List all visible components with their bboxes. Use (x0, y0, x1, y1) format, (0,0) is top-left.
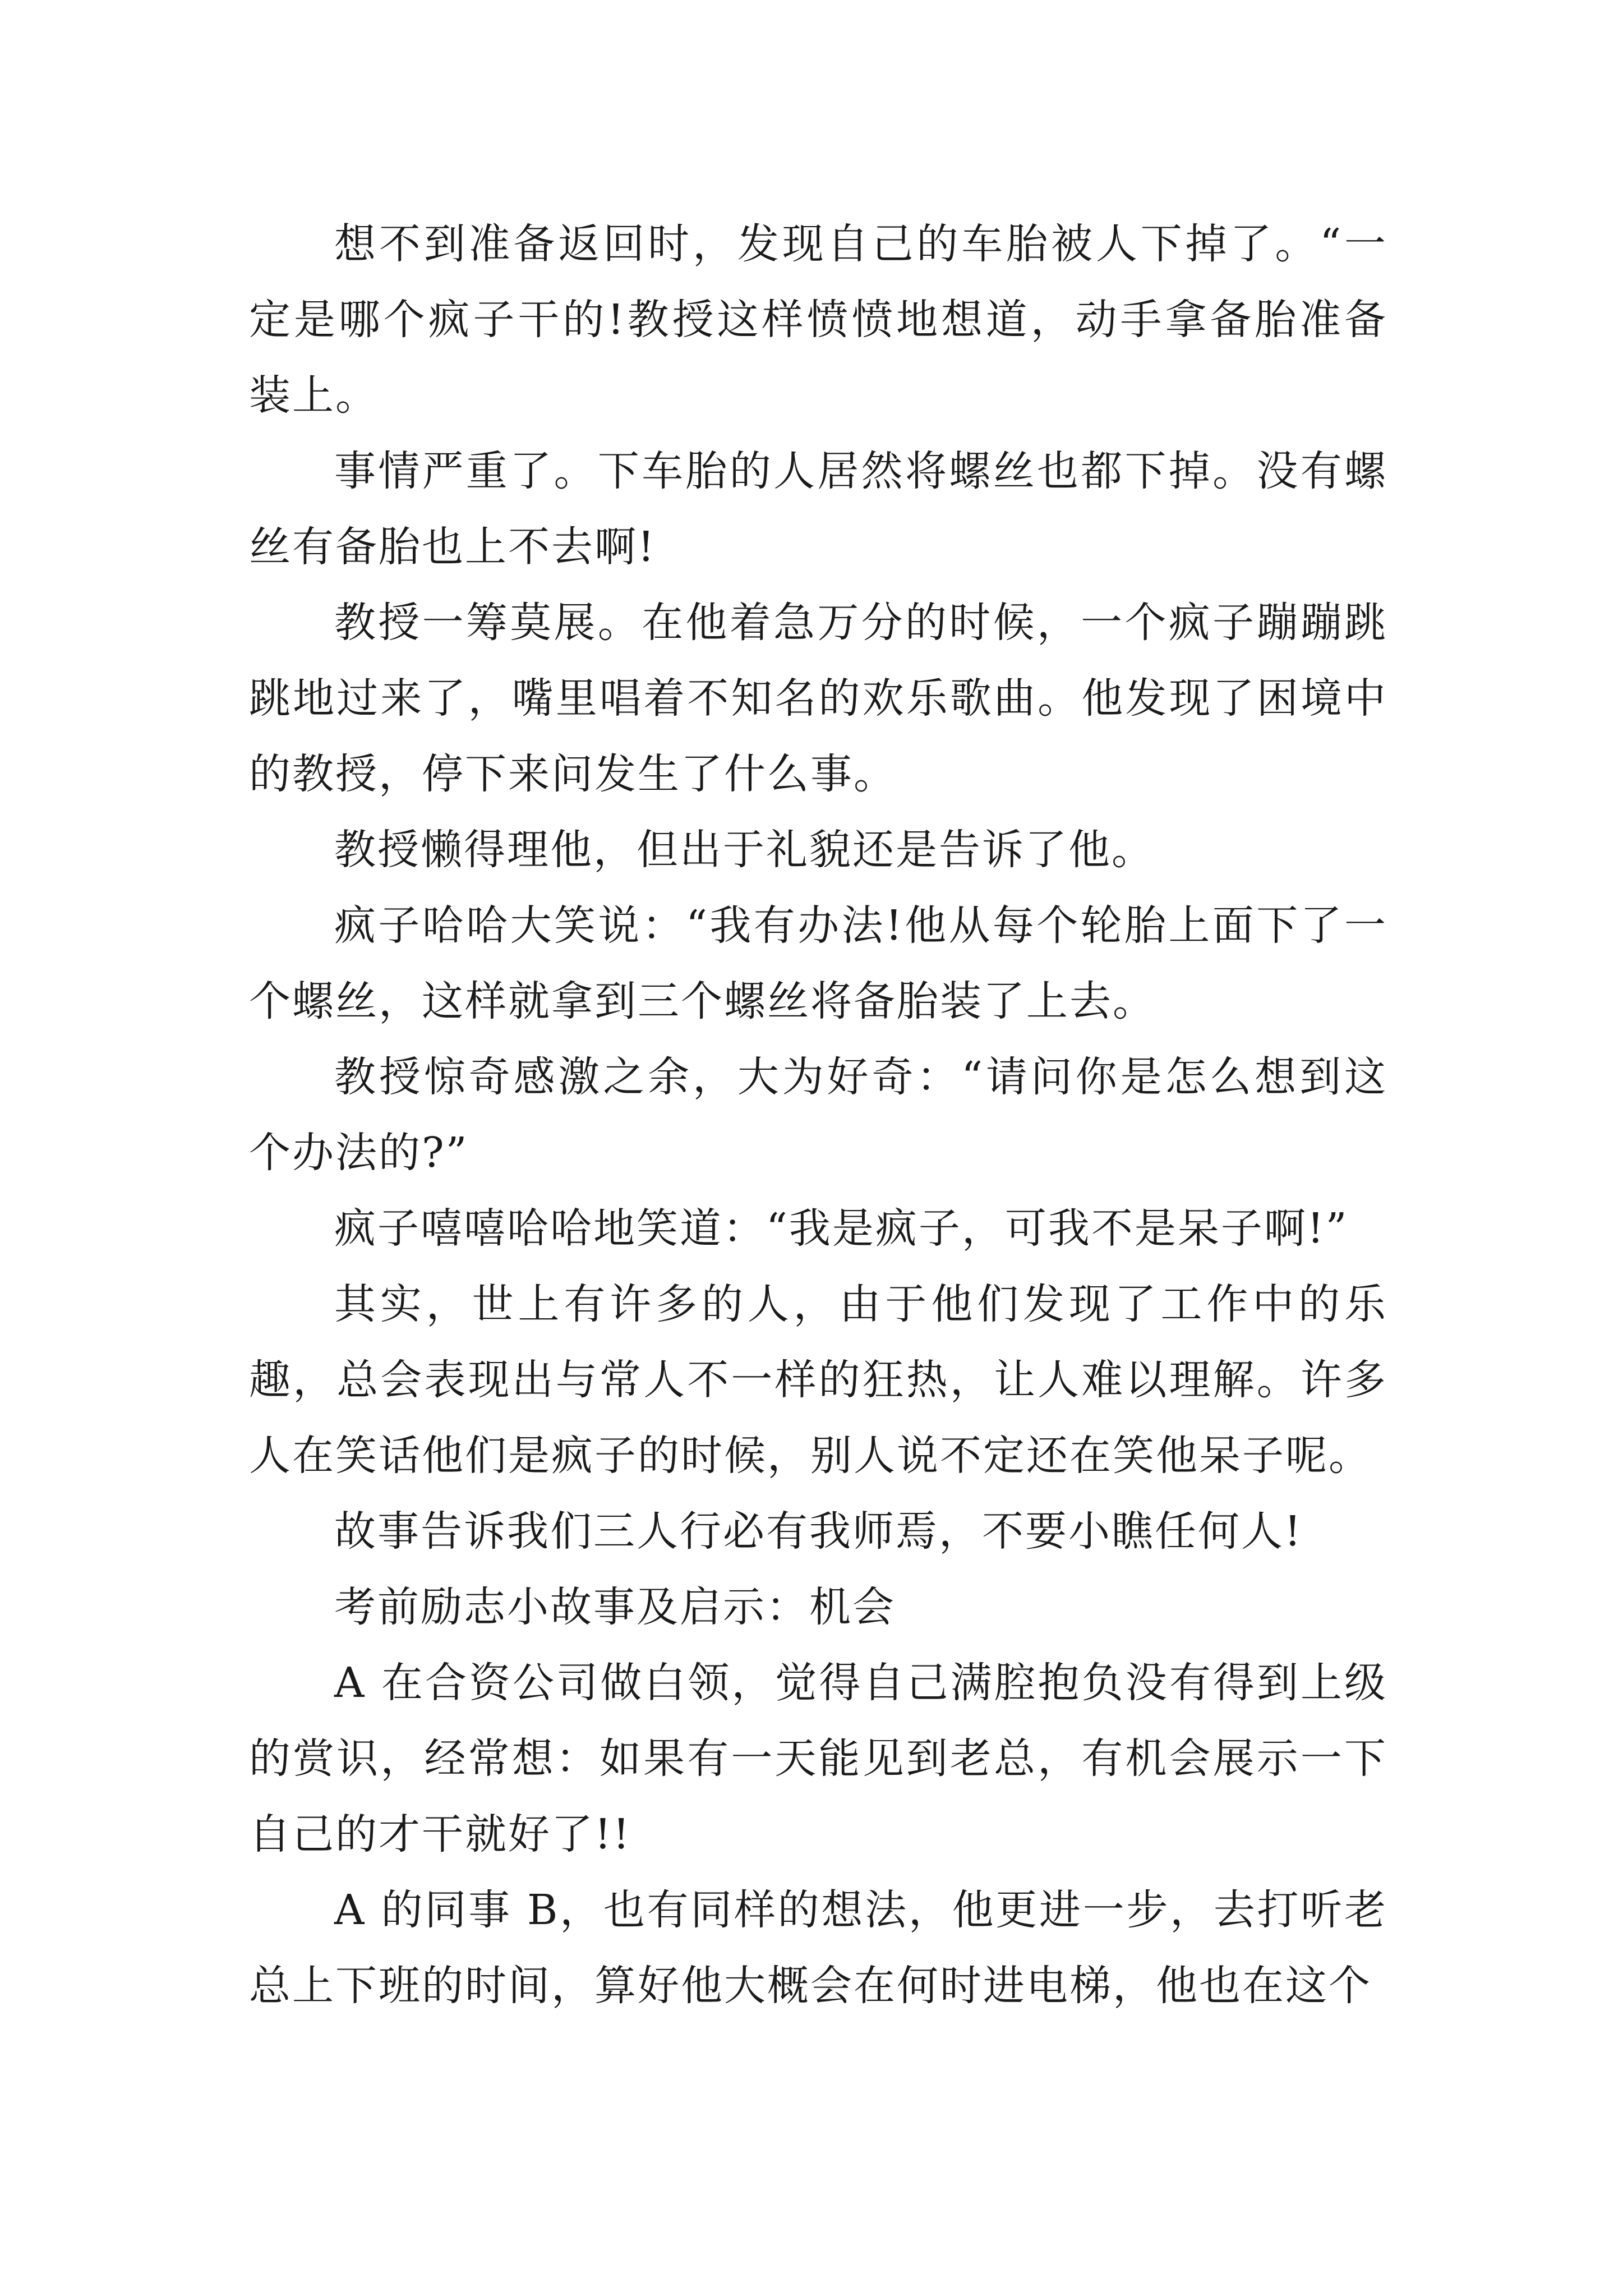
paragraph: 其实，世上有许多的人，由于他们发现了工作中的乐趣，总会表现出与常人不一样的狂热，让人难以理解。许多人在笑话他们是疯子的时候，别人说不定还在笑他呆子呢。 (249, 1280, 1387, 1480)
paragraph: 疯子嘻嘻哈哈地笑道：“我是疯子，可我不是呆子啊!” (334, 1204, 1349, 1253)
paragraph: 事情严重了。下车胎的人居然将螺丝也都下掉。没有螺丝有备胎也上不去啊! (249, 447, 1387, 571)
paragraph: 教授一筹莫展。在他着急万分的时候，一个疯子蹦蹦跳跳地过来了，嘴里唱着不知名的欢乐歌曲。他发现了困境中的教授，停下来问发生了什么事。 (249, 599, 1387, 798)
paragraph: 故事告诉我们三人行必有我师焉，不要小瞧任何人! (334, 1507, 1303, 1556)
paragraph: A 在合资公司做白领，觉得自己满腔抱负没有得到上级的赏识，经常想：如果有一天能见到老总，有机会展示一下自己的才干就好了!! (249, 1659, 1387, 1858)
paragraph: 想不到准备返回时，发现自己的车胎被人下掉了。“一定是哪个疯子干的!教授这样愤愤地想道，动手拿备胎准备装上。 (249, 220, 1387, 420)
paragraph: 疯子哈哈大笑说：“我有办法!他从每个轮胎上面下了一个螺丝，这样就拿到三个螺丝将备胎装了上去。 (249, 901, 1387, 1025)
paragraph: 教授惊奇感激之余，大为好奇：“请问你是怎么想到这个办法的?” (249, 1053, 1387, 1177)
body-text (249, 206, 1387, 2024)
paragraph: A 的同事 B，也有同样的想法，他更进一步，去打听老总上下班的时间，算好他大概会在何时进电梯，他也在这个 (249, 1886, 1387, 2010)
section-heading: 考前励志小故事及启示：机会 (334, 1583, 896, 1631)
paragraph: 教授懒得理他，但出于礼貌还是告诉了他。 (334, 826, 1155, 874)
